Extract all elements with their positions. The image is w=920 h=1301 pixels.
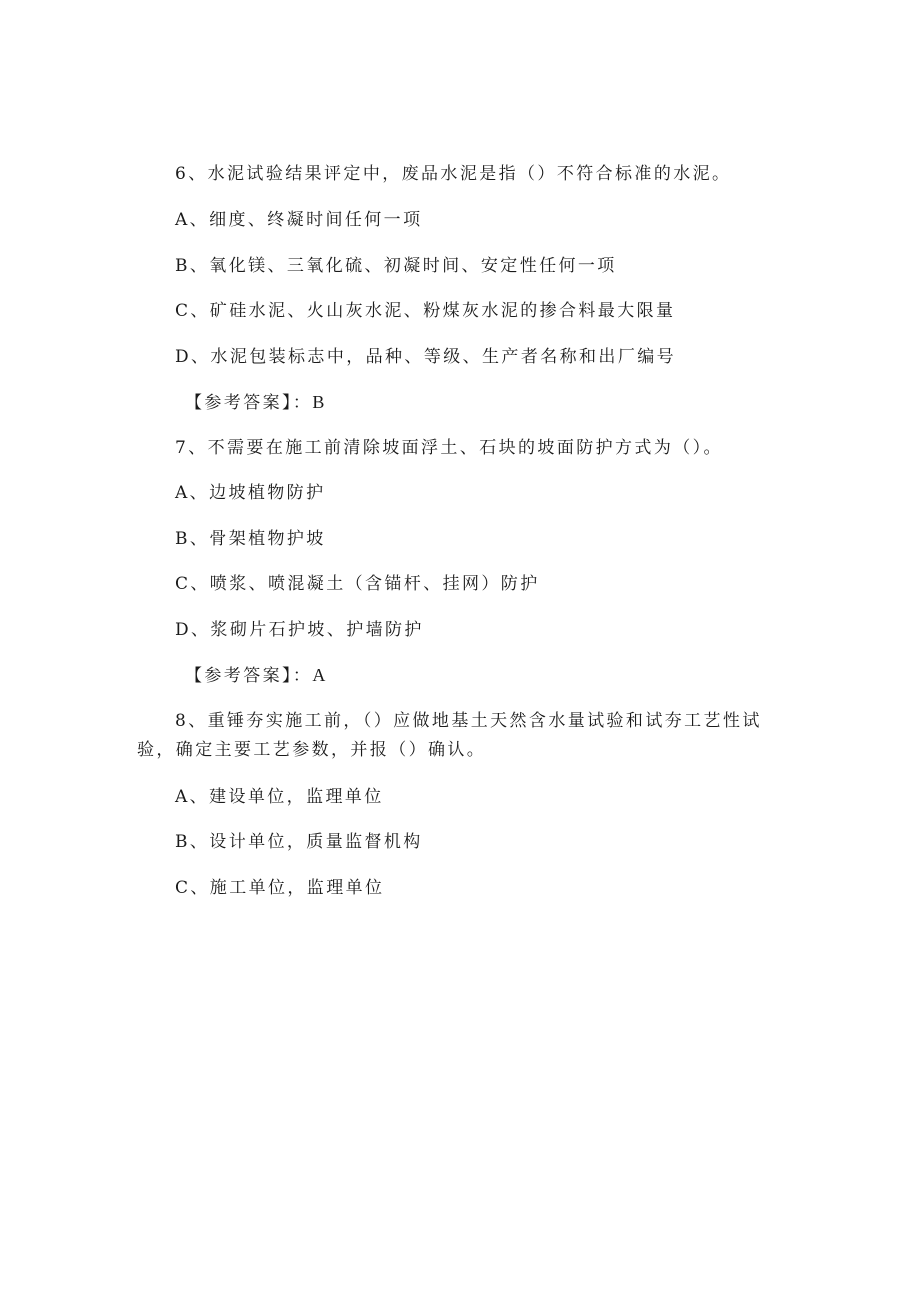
answer-value: B [312, 392, 325, 412]
question-6-option-b: B、氧化镁、三氧化硫、初凝时间、安定性任何一项 [175, 256, 617, 276]
question-7-stem: 7、不需要在施工前清除坡面浮土、石块的坡面防护方式为（）。 [175, 438, 723, 458]
question-8-stem: 8、重锤夯实施工前，（）应做地基土天然含水量试验和试夯工艺性试验，确定主要工艺参数，并报（）确认。 [137, 711, 762, 760]
answer-value: A [312, 665, 326, 685]
question-7-option-c: C、喷浆、喷混凝土（含锚杆、挂网）防护 [175, 574, 540, 594]
question-8-option-a: A、建设单位，监理单位 [175, 787, 384, 807]
question-8-option-b: B、设计单位，质量监督机构 [175, 832, 423, 852]
question-6-option-c: C、矿硅水泥、火山灰水泥、粉煤灰水泥的掺合料最大限量 [175, 301, 676, 321]
question-6-answer [185, 390, 324, 415]
answer-label: 【参考答案】： [185, 666, 313, 686]
question-7-option-a: A、边坡植物防护 [175, 483, 326, 503]
question-7-option-d: D、浆砌片石护坡、护墙防护 [175, 620, 424, 640]
question-7-answer [185, 663, 325, 688]
question-6-option-a: A、细度、终凝时间任何一项 [175, 210, 423, 230]
question-6-stem: 6、水泥试验结果评定中，废品水泥是指（）不符合标准的水泥。 [175, 164, 732, 184]
question-6-option-d: D、水泥包装标志中，品种、等级、生产者名称和出厂编号 [175, 347, 677, 367]
question-8-option-c: C、施工单位，监理单位 [175, 878, 385, 898]
answer-label: 【参考答案】： [185, 393, 313, 413]
question-7-option-b: B、骨架植物护坡 [175, 529, 326, 549]
